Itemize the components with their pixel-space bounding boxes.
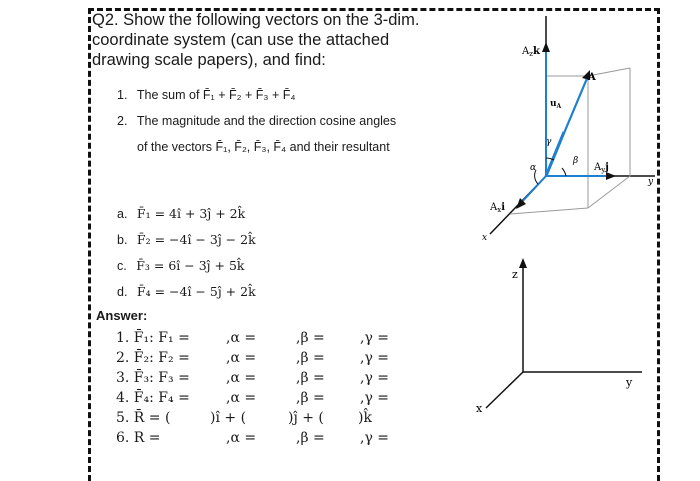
answer-row-4-c2: ,α =: [226, 390, 257, 406]
vector-a-label: a.: [117, 207, 128, 221]
answer-row-1-c3: ,β =: [296, 330, 325, 346]
vector-c-label: c.: [117, 259, 127, 273]
answer-row-5-c1: 5. R̄ = (: [116, 410, 171, 426]
answer-row-2-c1: 2. F̄₂: F₂ =: [116, 350, 190, 366]
answer-row-5-c4: )k̂: [358, 410, 372, 426]
answer-row-3: [116, 370, 416, 388]
az-arrowhead: [542, 42, 550, 52]
label-gamma: γ: [546, 137, 552, 147]
task-2: [117, 114, 396, 128]
vector-d: [117, 284, 256, 299]
answer-row-1-c1: 1. F̄₁: F₁ =: [116, 330, 190, 346]
label-ua: $u_A$: [550, 99, 562, 110]
vector-d-label: d.: [117, 285, 128, 299]
label-y-top: y: [648, 177, 654, 187]
vector-c-expr: F̄₃ = 6î − 3ĵ + 5k̂: [136, 258, 245, 273]
answer-row-5: [116, 410, 416, 428]
blank-axes-diagram: [466, 252, 656, 422]
answer-row-3-c4: ,γ =: [360, 370, 389, 386]
label-alpha: α: [530, 163, 537, 173]
title-line-1: Q2. Show the following vectors on the 3-dim.: [92, 11, 420, 29]
vector-d-expr: F̄₄ = −4î − 5ĵ + 2k̂: [136, 284, 256, 299]
answer-heading: Answer:: [96, 308, 148, 323]
label-x-top: x: [482, 233, 488, 243]
label-z-bottom: z: [512, 268, 518, 281]
label-a-point: A: [588, 72, 596, 83]
answer-row-2-c3: ,β =: [296, 350, 325, 366]
vector-a: [117, 206, 245, 221]
answer-row-6-c2: ,α =: [226, 430, 257, 446]
answer-row-6-c3: ,β =: [296, 430, 325, 446]
vector-b-label: b.: [117, 233, 128, 247]
answer-row-1: [116, 330, 416, 348]
direction-cosine-diagram: [470, 8, 670, 248]
answer-row-1-c2: ,α =: [226, 330, 257, 346]
answer-row-4-c1: 4. F̄₄: F₄ =: [116, 390, 190, 406]
task-2-cont: [137, 140, 390, 154]
label-beta: β: [573, 156, 579, 166]
title-line-2: coordinate system (can use the attached: [92, 31, 390, 49]
ay-arrowhead: [606, 172, 616, 180]
answer-row-1-c4: ,γ =: [360, 330, 389, 346]
label-y-bottom: y: [626, 376, 633, 389]
answer-row-3-c1: 3. F̄₃: F₃ =: [116, 370, 190, 386]
answer-row-2-c4: ,γ =: [360, 350, 389, 366]
label-axi: $A_xi$: [490, 202, 505, 214]
task-2-num: 2.: [117, 114, 128, 128]
beta-arc: [562, 168, 566, 176]
vector-b-expr: F̄₂ = −4î − 3ĵ − 2k̂: [136, 232, 256, 247]
task-2-cont-text: of the vectors F̄₁, F̄₂, F̄₃, F̄₄ and their resultant: [137, 140, 390, 154]
vector-b: [117, 232, 256, 247]
answer-row-5-c2: )î + (: [210, 410, 247, 426]
x-axis-bottom: [486, 372, 523, 408]
question-title: [92, 10, 422, 70]
label-x-bottom: x: [476, 402, 483, 415]
label-azk: $A_zk$: [522, 46, 540, 58]
ax-arrow: [520, 176, 546, 204]
answer-row-6-c1: 6. R =: [116, 430, 161, 446]
answer-row-5-c3: )ĵ + (: [288, 410, 324, 426]
answer-row-6: [116, 430, 416, 448]
task-1: [117, 88, 295, 102]
answer-row-2: [116, 350, 416, 368]
answer-row-2-c2: ,α =: [226, 350, 257, 366]
label-ayj: $A_yj$: [594, 162, 609, 174]
task-2-text: The magnitude and the direction cosine angles: [136, 114, 397, 128]
z-arrowhead-bottom: [519, 258, 527, 268]
task-1-num: 1.: [117, 88, 128, 102]
answer-row-3-c3: ,β =: [296, 370, 325, 386]
vector-a-expr: F̄₁ = 4î + 3ĵ + 2k̂: [136, 206, 246, 221]
answer-row-6-c4: ,γ =: [360, 430, 389, 446]
vector-c: [117, 258, 244, 273]
task-1-text: The sum of F̄₁ + F̄₂ + F̄₃ + F̄₄: [136, 88, 296, 102]
answer-row-3-c2: ,α =: [226, 370, 257, 386]
projection-box: [510, 68, 630, 214]
answer-row-4: [116, 390, 416, 408]
answer-row-4-c3: ,β =: [296, 390, 325, 406]
answer-row-4-c4: ,γ =: [360, 390, 389, 406]
title-line-3: drawing scale papers), and find:: [92, 51, 326, 69]
